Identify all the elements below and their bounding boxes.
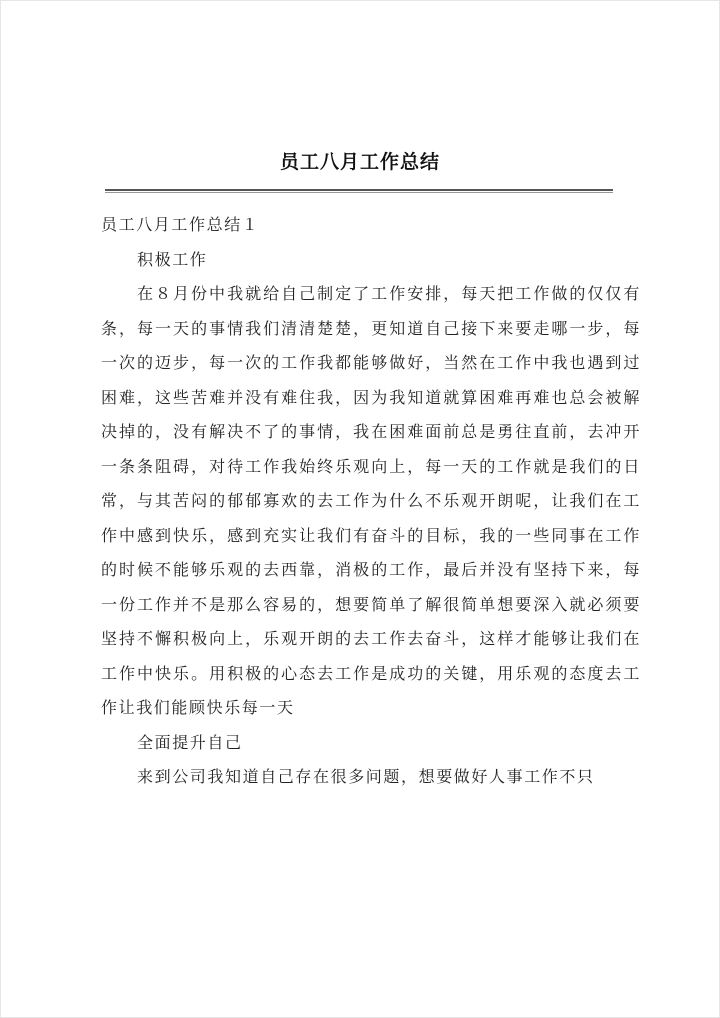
document-body (101, 208, 641, 795)
title-divider (105, 189, 613, 193)
document-title: 员工八月工作总结 (279, 151, 440, 173)
section-heading: 员工八月工作总结１ (101, 215, 260, 234)
paragraph-positive-work: 在８月份中我就给自己制定了工作安排，每天把工作做的仅仅有条，每一天的事情我们清清楚楚，更知道自己接下来要走哪一步，每一次的迈步，每一次的工作我都能够做好，当然在工作中我也遇到过困难，这些苦难并没有难住我，因为我知道就算困难再难也总会被解决掉的，没有解决不了的事情，我在困难面前总是勇往直前，去冲开一条条阻碍，对待工作我始终乐观向上，每一天的工作就是我们的日常，与其苦闷的郁郁寡欢的去工作为什么不乐观开朗呢，让我们在工作中感到快乐，感到充实让我们有奋斗的目标，我的一些同事在工作的时候不能够乐观的去西靠，消极的工作，最后并没有坚持下来，每一份工作并不是那么容易的，想要简单了解很简单想要深入就必须要坚持不懈积极向上，乐观开朗的去工作去奋斗，这样才能够让我们在工作中快乐。用积极的心态去工作是成功的关键，用乐观的态度去工作让我们能顾快乐每一天 (101, 284, 641, 717)
subheading-self-improvement: 全面提升自己 (137, 732, 243, 752)
subheading-positive-work: 积极工作 (137, 249, 208, 269)
paragraph-self-improvement: 来到公司我知道自己存在很多问题，想要做好人事工作不只 (137, 767, 595, 786)
